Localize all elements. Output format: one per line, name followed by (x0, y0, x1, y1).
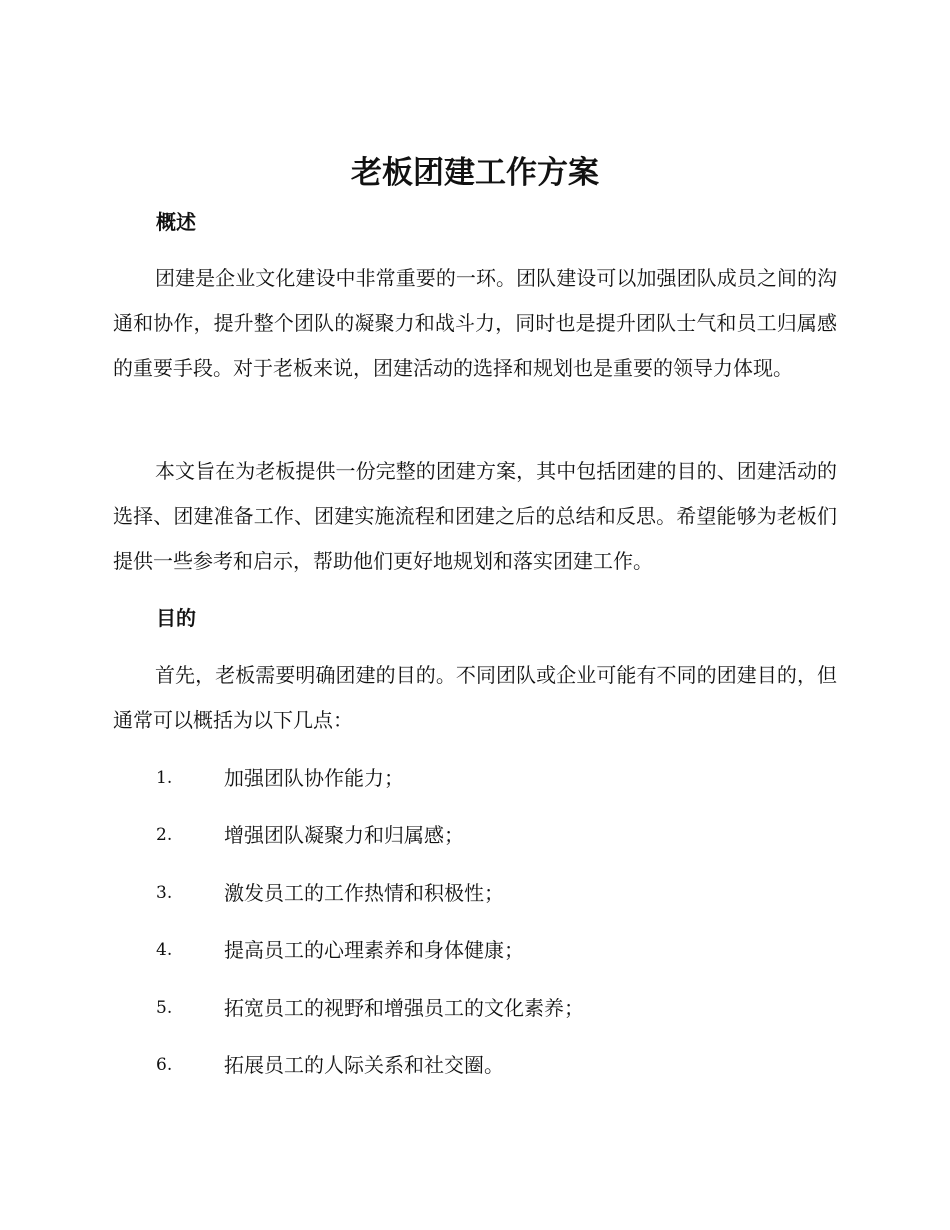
purpose-paragraph: 首先，老板需要明确团建的目的。不同团队或企业可能有不同的团建目的，但通常可以概括为以下几点： (113, 663, 837, 732)
list-item-text: 拓展员工的人际关系和社交圈。 (224, 1053, 504, 1077)
list-item-text: 加强团队协作能力； (224, 766, 404, 790)
list-item-number: 5. (156, 998, 173, 1018)
list-item-text: 增强团队凝聚力和归属感； (224, 823, 464, 847)
list-item-number: 3. (156, 883, 173, 903)
section-heading-overview: 概述 (156, 210, 196, 234)
overview-paragraph-2: 本文旨在为老板提供一份完整的团建方案，其中包括团建的目的、团建活动的选择、团建准备工作、团建实施流程和团建之后的总结和反思。希望能够为老板们提供一些参考和启示，帮助他们更好地规划和落实团建工作。 (113, 459, 837, 573)
list-item-number: 6. (156, 1055, 173, 1075)
list-item-text: 激发员工的工作热情和积极性； (224, 881, 504, 905)
list-item-number: 4. (156, 940, 173, 960)
list-item-number: 1. (156, 768, 173, 788)
list-item-number: 2. (156, 825, 173, 845)
document-title: 老板团建工作方案 (351, 155, 599, 191)
list-item-text: 提高员工的心理素养和身体健康； (224, 938, 524, 962)
section-heading-purpose: 目的 (156, 606, 196, 630)
list-item-text: 拓宽员工的视野和增强员工的文化素养； (224, 996, 584, 1020)
overview-paragraph-1: 团建是企业文化建设中非常重要的一环。团队建设可以加强团队成员之间的沟通和协作，提升整个团队的凝聚力和战斗力，同时也是提升团队士气和员工归属感的重要手段。对于老板来说，团建活动的选择和规划也是重要的领导力体现。 (113, 266, 837, 380)
